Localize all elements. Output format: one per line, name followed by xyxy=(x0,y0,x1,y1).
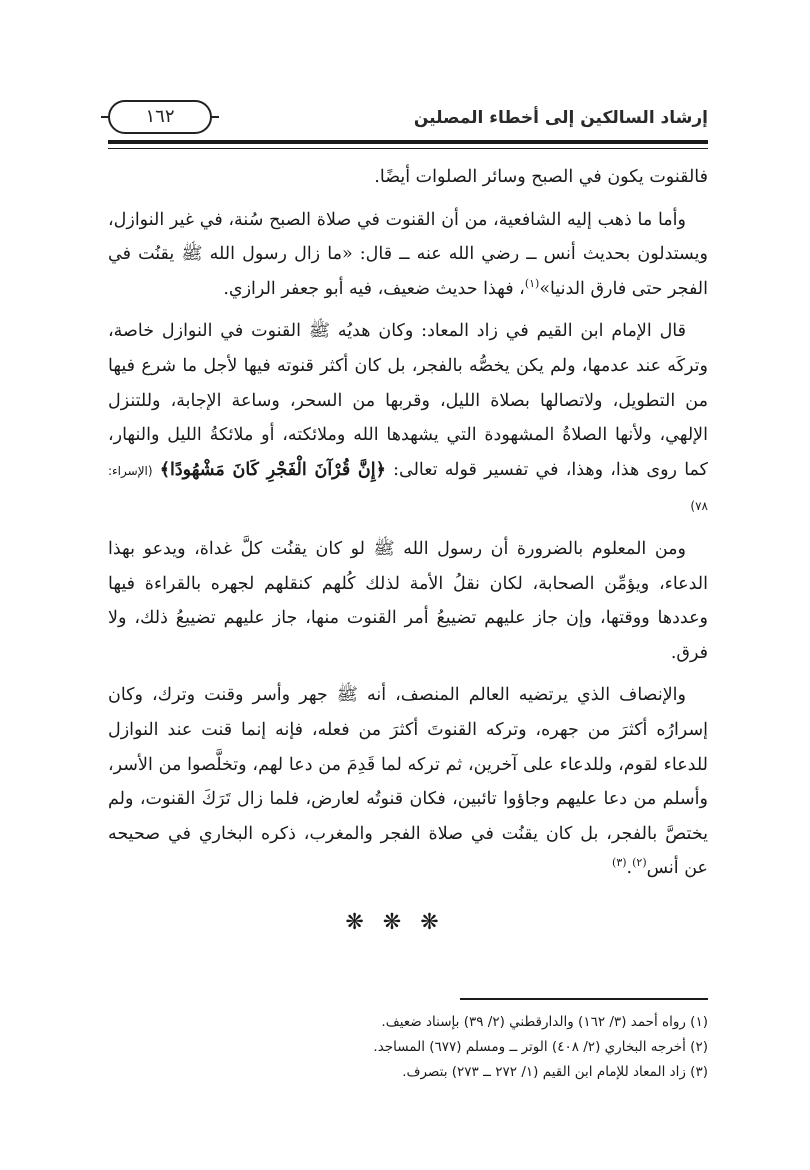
paragraph-5-period: . xyxy=(626,858,633,879)
page-number: ١٦٢ xyxy=(108,100,212,134)
paragraph-3-text: قال الإمام ابن القيم في زاد المعاد: وكان هديُه ﷺ القنوت في النوازل خاصة، وتركَه عند عدمها، ولم يكن يخصُّه بالفجر، بل كان أكثر قنوته فيها لأجل ما شرع فيها من التطويل، ولاتصالها بصلاة الليل، وقربها من السحر، وساعة الإجابة، وللتنزل الإلهي، ولأنها الصلاةُ المشهودة التي يشهدها الله وملائكته، أو ملائكةُ الليل والنهار، كما روى هذا، وهذا، في تفسير قوله تعالى: xyxy=(108,321,708,480)
footnote-1: (١) رواه أحمد (٣/ ١٦٢) والدارقطني (٢/ ٣٩) بإسناد ضعيف. xyxy=(381,1014,708,1030)
quran-verse: ﴿إِنَّ قُرْآنَ الْفَجْرِ كَانَ مَشْهُودًا﴾ xyxy=(159,459,386,480)
paragraph-5-text: والإنصاف الذي يرتضيه العالم المنصف، أنه ﷺ جهر وأسر وقنت وترك، وكان إسرارُه أكثرَ من جهره، وتركه القنوتَ أكثرَ من فعله، فإنه إنما قنت عند النوازل للدعاء لقوم، وللدعاء على آخرين، ثم تركه لما قَدِمَ من دعا لهم، وتخلَّصوا من الأسر، وأسلم من دعا عليهم وجاؤوا تائبين، فكان قنوتُه لعارض، فلما زال تَرَكَ القنوت، ولم يختصَّ بالفجر، بل كان يقنُت في صلاة الفجر والمغرب، ذكره البخاري في صحيحه عن أنس xyxy=(108,685,708,879)
paragraph-1 xyxy=(108,160,708,195)
header-rule-thin xyxy=(108,148,708,149)
section-separator: ❋ ❋ ❋ xyxy=(345,910,445,935)
footnote-2: (٢) أخرجه البخاري (٢/ ٤٠٨) الوتر ــ ومسلم (٦٧٧) المساجد. xyxy=(373,1039,708,1055)
running-header xyxy=(108,100,708,140)
paragraph-2-text: وأما ما ذهب إليه الشافعية، من أن القنوت في صلاة الصبح سُنة، في غير النوازل، ويستدلون بحديث أنس ــ رضي الله عنه ــ قال: «ما زال رسول الله ﷺ يقنُت في الفجر حتى فارق الدنيا» xyxy=(108,209,708,299)
header-rule-thick xyxy=(108,140,708,144)
footnotes xyxy=(108,1010,708,1085)
paragraph-1-text: فالقنوت يكون في الصبح وسائر الصلوات أيضًا. xyxy=(374,167,708,187)
footnote-rule xyxy=(460,998,708,1000)
footnote-marker-1[interactable]: (١) xyxy=(524,276,540,290)
paragraph-3 xyxy=(108,314,708,524)
footnote-marker-3[interactable]: (٣) xyxy=(612,856,627,870)
footnote-marker-2[interactable]: (٢) xyxy=(632,856,647,870)
paragraph-5 xyxy=(108,678,708,886)
book-title: إرشاد السالكين إلى أخطاء المصلين xyxy=(413,108,708,128)
footnote-3: (٣) زاد المعاد للإمام ابن القيم (١/ ٢٧٢ ــ ٢٧٣) بتصرف. xyxy=(402,1064,708,1080)
paragraph-2 xyxy=(108,203,708,307)
paragraph-4 xyxy=(108,532,708,670)
paragraph-2-text-end: ، فهذا حديث ضعيف، فيه أبو جعفر الرازي. xyxy=(223,278,525,299)
main-text xyxy=(108,160,708,894)
verse-reference: (الإسراء: ٧٨) xyxy=(108,463,708,514)
paragraph-4-text: ومن المعلوم بالضرورة أن رسول الله ﷺ لو كان يقنُت كلَّ غداة، ويدعو بهذا الدعاء، ويؤمِّن الصحابة، لكان نقلُ الأمة لذلك كُلهم كنقلهم لجهره بالقراءة فيها وعددها ووقتها، وإن جاز عليهم تضييعُ أمر القنوت منها، جاز عليهم تضييعُ ذلك، ولا فرق. xyxy=(108,538,708,663)
